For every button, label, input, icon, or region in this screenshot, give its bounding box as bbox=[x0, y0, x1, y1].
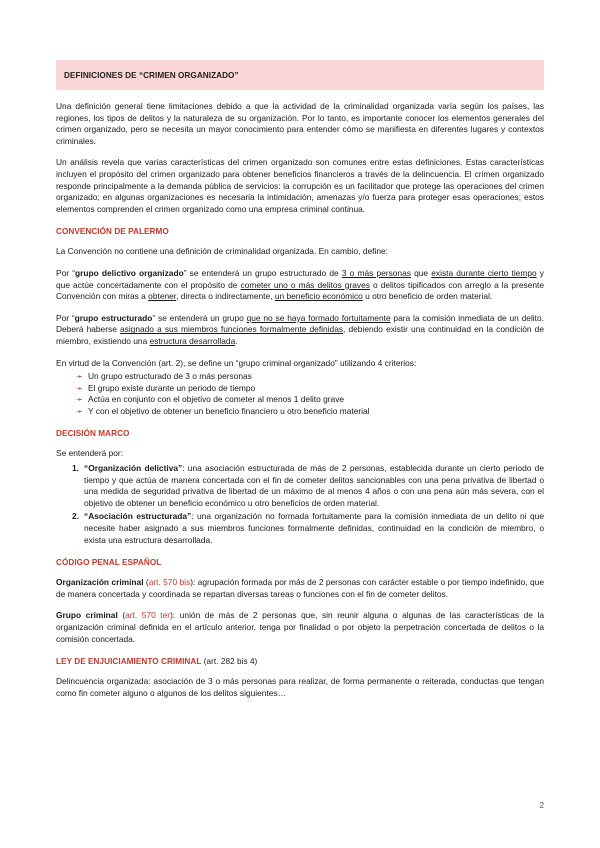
term-grupo-delictivo: grupo delictivo organizado bbox=[75, 267, 184, 278]
definition-organizacion-criminal: Organización criminal (art. 570 bis): agrupación formada por más de 2 personas con carácter estable o por tiempo indefinido, que de manera concertada y coordinada se repartan diversas tareas o funciones con el fin de cometer delitos. bbox=[56, 577, 544, 599]
definition-grupo-delictivo: Por “grupo delictivo organizado” se entenderá un grupo estructurado de 3 o más personas que exista durante cierto tiempo y que actúe concertadamente con el propósito de cometer uno o más delitos graves o delitos tipificados con arreglo a la presente Convención con miras a obtener, directa o indirectamente, un beneficio económico u otro beneficio de orden material. bbox=[56, 267, 544, 302]
term-asociacion-estructurada: “Asociación estructurada” bbox=[84, 511, 192, 522]
decision-list bbox=[56, 463, 544, 546]
article-ref: art. 570 ter bbox=[125, 610, 171, 621]
decision-intro: Se entenderá por: bbox=[56, 448, 124, 459]
term-organizacion-criminal: Organización criminal bbox=[56, 577, 144, 588]
arrow-icon: ➛ bbox=[76, 372, 83, 382]
section-banner bbox=[56, 60, 544, 90]
list-item: 1. “Organización delictiva”: una asociación estructurada de más de 2 personas, establecida durante un cierto periodo de tiempo y que actúa de manera concertada con el fin de cometer delitos sancionables con una pena privativa de libertad o una medida de seguridad privativa de libertad de un máximo de al menos 4 años o con una pena aún más severa, con el objetivo de obtener un beneficio económico u otro beneficios de orden material. bbox=[72, 463, 544, 508]
banner-title: DEFINICIONES DE “CRIMEN ORGANIZADO” bbox=[64, 70, 239, 80]
arrow-icon: ➛ bbox=[76, 406, 83, 416]
arrow-icon: ➛ bbox=[76, 383, 83, 393]
document-page bbox=[56, 60, 544, 699]
palermo-intro: La Convención no contiene una definición de criminalidad organizada. En cambio, define: bbox=[56, 246, 388, 257]
definition-delincuencia-organizada: Delincuencia organizada: asociación de 3 o más personas para realizar, de forma permanente o reiterada, conductas que tengan como fin cometer alguno o algunos de los delitos siguientes… bbox=[56, 676, 544, 698]
criteria-intro: En virtud de la Convención (art. 2), se define un “grupo criminal organizado” utilizando 4 criterios: bbox=[56, 357, 417, 368]
list-item: ➛ Un grupo estructurado de 3 o más personas bbox=[76, 371, 252, 382]
article-ref: (art. 282 bis 4) bbox=[201, 657, 258, 667]
intro-paragraph-1: Una definición general tiene limitaciones debido a que la actividad de la criminalidad organizada varía según los países, las regiones, los tipos de delitos y la naturaleza de su organización. Por lo tanto, es importante conocer los elementos generales del crimen organizado, pero se necesita un mayor conocimiento para entender cómo se manifiesta en diferentes lugares y contextos criminales. bbox=[56, 101, 544, 146]
heading-decision-marco: DECISIÓN MARCO bbox=[56, 429, 130, 439]
definition-grupo-estructurado: Por “grupo estructurado” se entenderá un grupo que no se haya formado fortuitamente para la comisión inmediata de un delito. Deberá haberse asignado a sus miembros funciones formalmente definidas, debiendo existir una continuidad en la condición de miembro, existiendo una estructura desarrollada. bbox=[56, 312, 544, 346]
criteria-list bbox=[56, 371, 544, 417]
definition-grupo-criminal: Grupo criminal (art. 570 ter): unión de más de 2 personas que, sin reunir alguna o algunas de las características de la organización criminal definida en el artículo anterior, tenga por finalidad o por objeto la perpetración concertada de delitos o la comisión concertada. bbox=[56, 610, 544, 644]
term-grupo-estructurado: grupo estructurado bbox=[74, 312, 153, 323]
arrow-icon: ➛ bbox=[76, 395, 83, 405]
heading-palermo: CONVENCIÓN DE PALERMO bbox=[56, 227, 169, 237]
list-item: ➛ El grupo existe durante un periodo de tiempo bbox=[76, 382, 256, 393]
term-grupo-criminal: Grupo criminal bbox=[56, 610, 118, 621]
list-item: ➛ Actúa en conjunto con el objetivo de cometer al menos 1 delito grave bbox=[76, 394, 345, 405]
intro-paragraph-2: Un análisis revela que varias características del crimen organizado son comunes entre estas definiciones. Estas características incluyen el propósito del crimen organizado para obtener beneficios financieros a través de la delincuencia. El crimen organizado responde principalmente a la demanda pública de servicios: la corrupción es un facilitador que protege las operaciones del crimen organizado; en algunas organizaciones es necesaria la intimidación, amenazas y/o fuerza para proteger esas operaciones; estos elementos comprenden el crimen organizado como una empresa criminal continua. bbox=[56, 157, 544, 214]
list-item: 2. “Asociación estructurada”: una organización no formada fortuitamente para la comisión inmediata de un delito ni que necesite haber asignado a sus miembros funciones formalmente definidas, continuidad en la condición de miembro, o exista una estructura desarrollada. bbox=[72, 511, 544, 545]
term-organizacion-delictiva: “Organización delictiva” bbox=[84, 463, 183, 474]
list-item: ➛ Y con el objetivo de obtener un beneficio financiero u otro beneficio material bbox=[76, 405, 370, 416]
page-number: 2 bbox=[539, 800, 544, 810]
heading-lecrim: LEY DE ENJUICIAMIENTO CRIMINAL (art. 282 bis 4) bbox=[56, 657, 258, 667]
heading-codigo-penal: CÓDIGO PENAL ESPAÑOL bbox=[56, 558, 162, 568]
article-ref: art. 570 bis bbox=[148, 577, 191, 588]
